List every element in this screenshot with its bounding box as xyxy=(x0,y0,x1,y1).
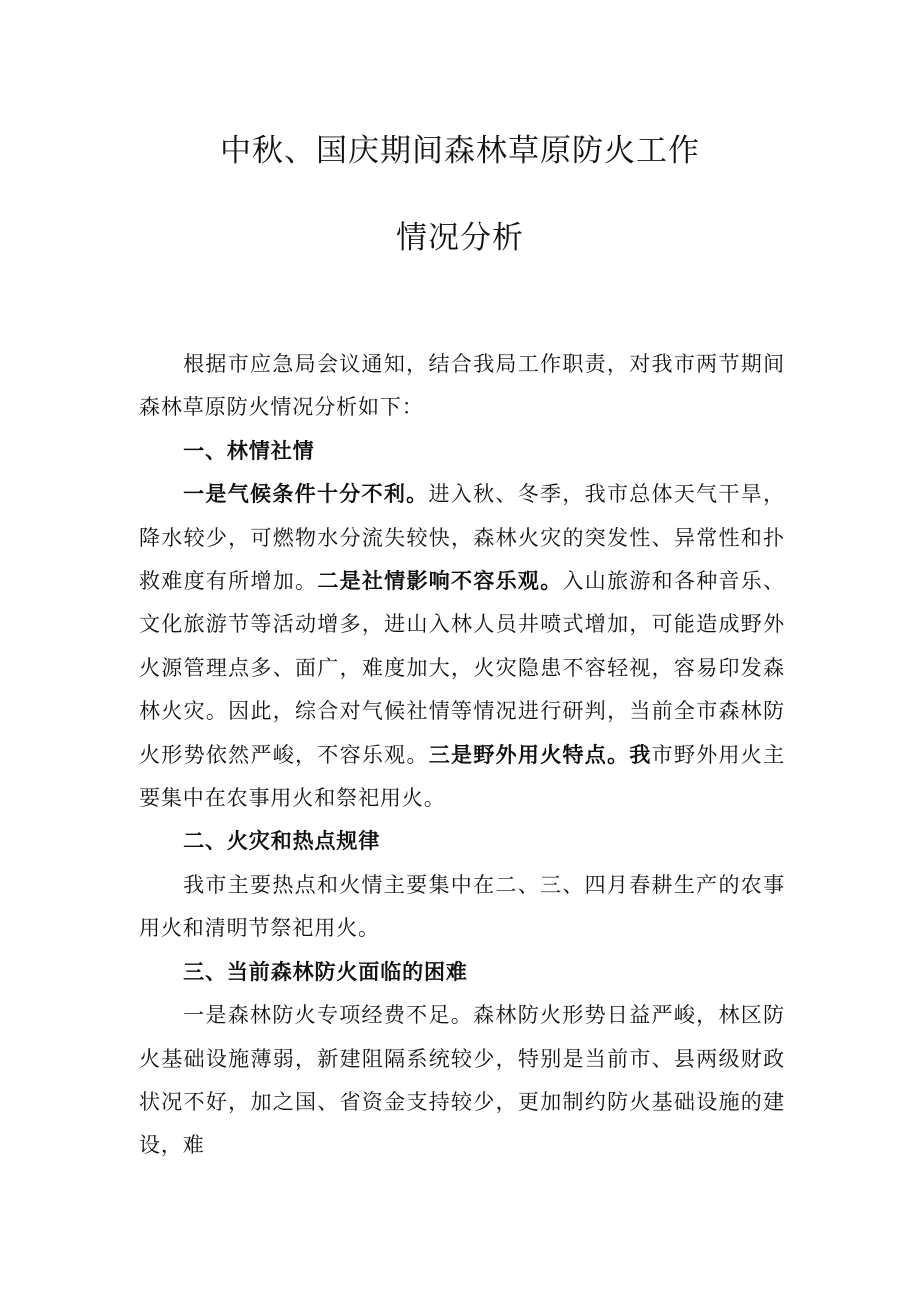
section-1-lead-3: 三是野外用火特点。我 xyxy=(428,742,652,767)
document-title-line-2: 情况分析 xyxy=(396,220,524,256)
section-2-paragraph: 我市主要热点和火情主要集中在二、三、四月春耕生产的农事用火和清明节祭祀用火。 xyxy=(139,872,785,941)
intro-paragraph: 根据市应急局会议通知，结合我局工作职责，对我市两节期间森林草原防火情况分析如下： xyxy=(139,352,785,420)
section-1-heading: 一、林情社情 xyxy=(183,438,315,463)
section-1-text-2: 入山旅游和各种音乐、文化旅游节等活动增多，进山入林人员井喷式增加，可能造成野外火源管理点多、面广，难度加大，火灾隐患不容轻视，容易印发森林火灾。因此，综合对气候社情等情况进行研判，当前全市森林防火形势依然严峻，不容乐观。 xyxy=(139,569,785,767)
section-2-heading: 二、火灾和热点规律 xyxy=(183,829,381,854)
section-3-paragraph: 一是森林防火专项经费不足。森林防火形势日益严峻，林区防火基础设施薄弱，新建阻隔系统较少，特别是当前市、县两级财政状况不好，加之国、省资金支持较少，更加制约防火基础设施的建设，难 xyxy=(139,1003,785,1158)
section-1-text-3: 市野外用火主要集中在农事用火和祭祀用火。 xyxy=(139,742,786,811)
document-body xyxy=(139,343,785,1168)
section-1-paragraph xyxy=(139,473,785,820)
document-title-line-1: 中秋、国庆期间森林草原防火工作 xyxy=(220,133,700,169)
section-1-lead-2: 二是社情影响不容乐观。 xyxy=(317,569,563,594)
section-1-text-1: 进入秋、冬季，我市总体天气干旱，降水较少，可燃物水分流失较快，森林火灾的突发性、异常性和扑救难度有所增加。 xyxy=(139,482,785,594)
section-1-lead-1: 一是气候条件十分不利。 xyxy=(183,482,429,507)
section-3-heading: 三、当前森林防火面临的困难 xyxy=(183,959,468,984)
